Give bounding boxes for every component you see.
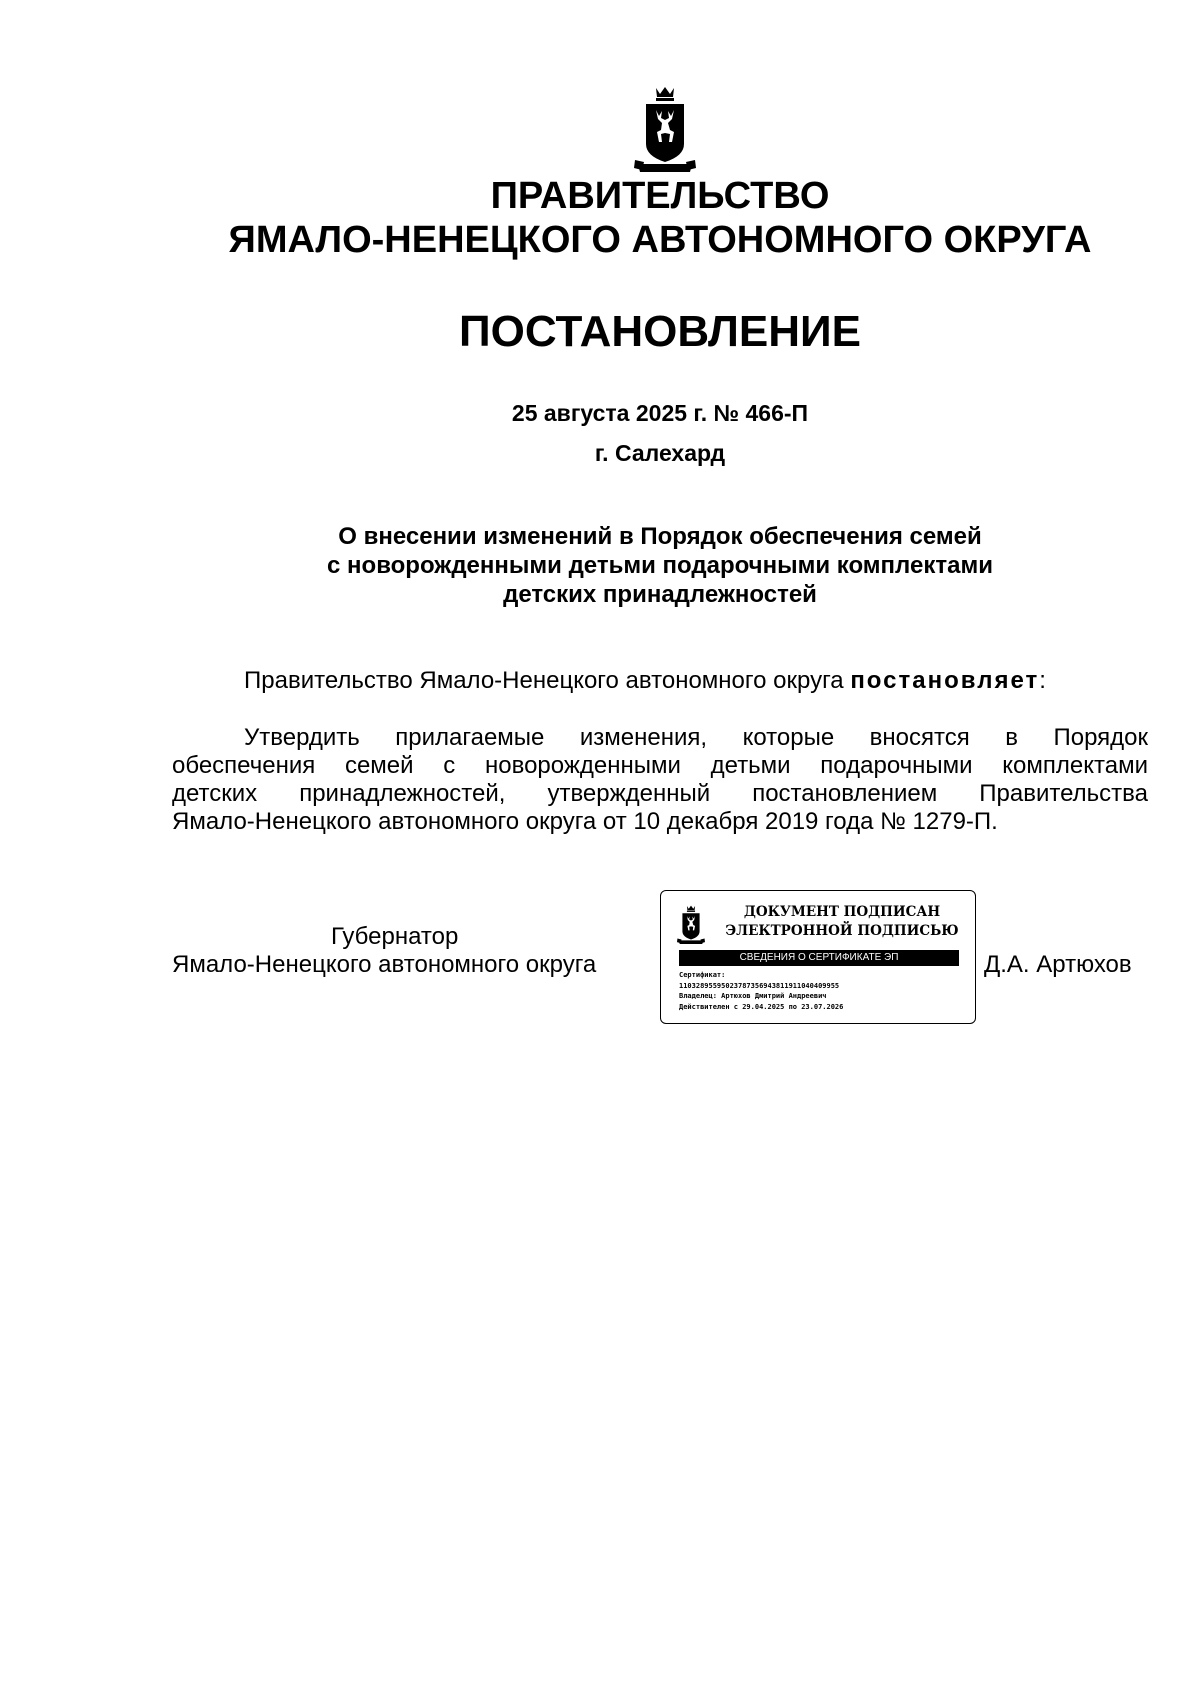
intro-suffix: : [1039, 667, 1046, 694]
stamp-certificate-details [679, 970, 843, 1012]
certificate-label: Сертификат: [679, 971, 726, 979]
document-city: г. Салехард [594, 440, 726, 466]
stamp-title [717, 903, 967, 941]
stamp-title-line: ЭЛЕКТРОННОЙ ПОДПИСЬЮ [725, 923, 959, 939]
paragraph-line: обеспечения семей с новорожденными детьми подарочными комплектами [172, 752, 1148, 779]
paragraph-line: Ямало-Ненецкого автономного округа от 10 декабря 2019 года № 1279-П. [172, 808, 998, 835]
intro-prefix: Правительство Ямало-Ненецкого автономного округа [244, 667, 851, 694]
government-region-title: ЯМАЛО-НЕНЕЦКОГО АВТОНОМНОГО ОКРУГА [228, 219, 1092, 261]
document-date-number: 25 августа 2025 г. № 466-П [511, 400, 809, 426]
document-subject [0, 522, 1200, 609]
paragraph-line: Утвердить прилагаемые изменения, которые вносятся в Порядок [244, 724, 1148, 751]
paragraph-line: детских принадлежностей, утвержденный постановлением Правительства [172, 780, 1148, 807]
certificate-owner: Владелец: Артюхов Дмитрий Андреевич [679, 992, 827, 1000]
document-type: ПОСТАНОВЛЕНИЕ [458, 307, 862, 356]
stamp-title-line: ДОКУМЕНТ ПОДПИСАН [743, 904, 941, 920]
electronic-signature-stamp [660, 890, 976, 1024]
subject-line: О внесении изменений в Порядок обеспечения семей [338, 523, 982, 550]
subject-line: детских принадлежностей [503, 581, 817, 608]
intro-verb: постановляет [850, 667, 1040, 694]
signer-name: Д.А. Артюхов [984, 951, 1132, 978]
intro-paragraph [244, 666, 1046, 696]
coat-of-arms-icon [634, 86, 696, 174]
resolution-paragraph [172, 724, 1148, 836]
signer-position: Губернатор [331, 923, 459, 950]
certificate-validity: Действителен с 29.04.2025 по 23.07.2026 [679, 1002, 844, 1011]
certificate-value: 11032895595023787356943811911040409955 [679, 981, 840, 990]
signer-position-region: Ямало-Ненецкого автономного округа [172, 951, 597, 978]
coat-of-arms-icon [677, 905, 705, 945]
stamp-certificate-bar: СВЕДЕНИЯ О СЕРТИФИКАТЕ ЭП [679, 950, 959, 966]
subject-line: с новорожденными детьми подарочными комплектами [327, 552, 993, 579]
government-title: ПРАВИТЕЛЬСТВО [490, 175, 830, 217]
